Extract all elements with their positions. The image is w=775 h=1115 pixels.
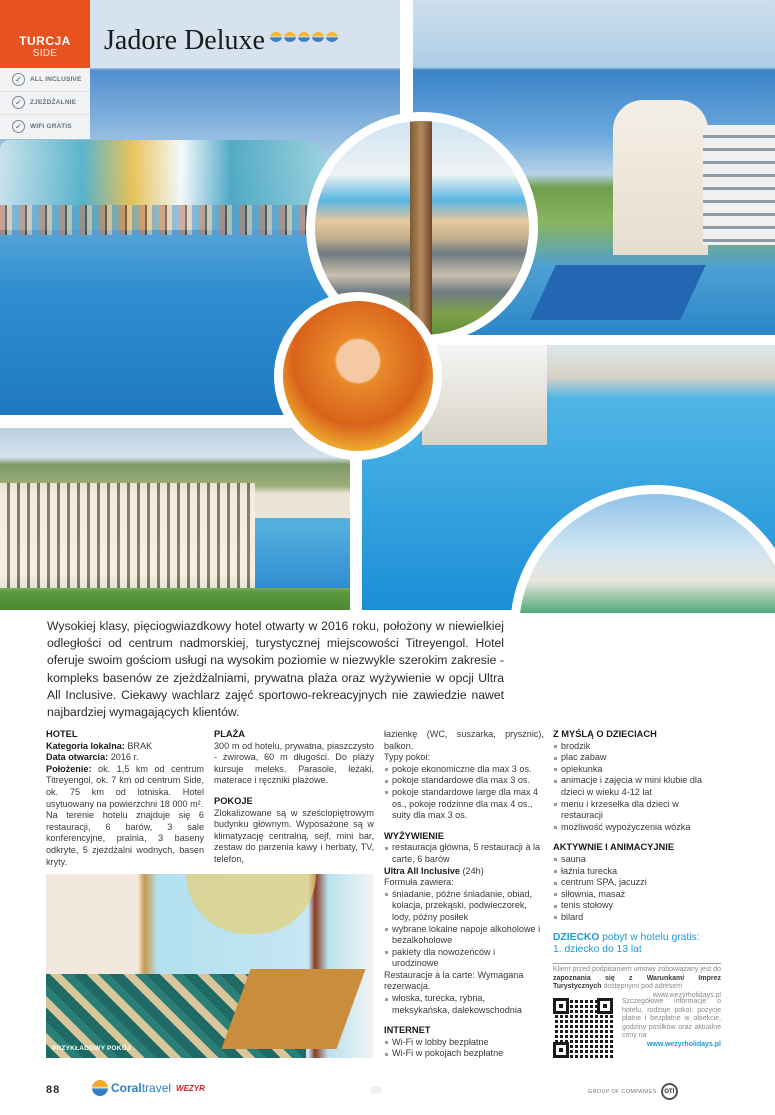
list-item: pokoje standardowe dla max 3 os. (384, 775, 544, 787)
list-item: włoska, turecka, rybna, meksykańska, dalekowschodnia (384, 993, 544, 1016)
feature-all-inclusive: ✓ ALL INCLUSIVE (0, 68, 90, 92)
room-types-label: Typy pokoi: (384, 752, 430, 763)
star-rating (270, 32, 338, 42)
star-icon (312, 32, 324, 42)
list-item: animacje i zajęcia w mini klubie dla dzieci w wieku 4-12 lat (553, 775, 718, 798)
section-title: Z MYŚLĄ O DZIECIACH (553, 729, 657, 739)
rooms-text-cont: łazienkę (WC, suszarka, prysznic), balkon. (384, 729, 544, 751)
list-item: plac zabaw (553, 752, 718, 764)
kids-free-offer: DZIECKO pobyt w hotelu gratis: 1. dziecko do 13 lat (553, 932, 723, 956)
room-types-list (384, 764, 544, 822)
feature-slides: ✓ ZJEŻDŻALNIE (0, 92, 90, 116)
section-title: WYŻYWIENIE (384, 830, 444, 841)
list-item: śniadanie, późne śniadanie, obiad, kolacja, przekąski, podwieczorek, lody, późny posiłek (384, 889, 544, 924)
list-item: Wi-Fi w lobby bezpłatne (384, 1037, 544, 1049)
hotel-title (104, 26, 338, 56)
legal-notice: Klient przed podpisaniem umowy zobowiązany jest do zapoznania się z Warunkami Imprez Turystycznych dostępnymi pod adresem www.wezyrholidays.pl (553, 963, 721, 1000)
qr-finder (553, 1042, 569, 1058)
list-item: bilard (553, 912, 718, 924)
palm-tree (410, 121, 432, 344)
star-icon (270, 32, 282, 42)
alacarte-label: Restauracje à la carte: Wymagana rezerwacja. (384, 969, 524, 992)
coral-sun-icon (92, 1080, 108, 1096)
hotel-pool (530, 265, 706, 320)
pool-cabana (422, 345, 547, 445)
alacarte-list (384, 993, 544, 1016)
check-circle-icon: ✓ (12, 120, 25, 133)
board-section (384, 729, 544, 1060)
list-item: Wi-Fi w pokojach bezpłatne (384, 1048, 544, 1060)
hotel-wing (703, 125, 775, 245)
list-item: sauna (553, 854, 718, 866)
kids-list (553, 741, 718, 834)
list-item: łaźnia turecka (553, 866, 718, 878)
beach-rooms-section (214, 729, 374, 866)
opening-line: Data otwarcia: 2016 r. (46, 752, 139, 763)
qr-code[interactable] (553, 998, 613, 1058)
pool-complex (255, 518, 350, 588)
country-label: TURCJA (19, 34, 71, 48)
coral-travel-logo: Coraltravel WEZYR (92, 1080, 205, 1096)
check-circle-icon: ✓ (12, 96, 25, 109)
list-item: opiekunka (553, 764, 718, 776)
section-title: AKTYWNIE I ANIMACYJNIE (553, 842, 675, 853)
list-item: menu i krzesełka dla dzieci w restauracji (553, 799, 718, 822)
wezyr-logo: WEZYR (176, 1083, 205, 1093)
qr-finder (597, 998, 613, 1014)
room-photo (46, 874, 374, 1058)
qr-finder (553, 998, 569, 1014)
region-badge (0, 0, 90, 68)
star-icon (298, 32, 310, 42)
beach-text: 300 m od hotelu, prywatna, piaszczysto - żwirowa, 60 m długości. Do plaży kursuje meleks. Parasole, leżaki, materace i ręczniki plażowe. (214, 740, 374, 786)
internet-list (384, 1037, 544, 1060)
check-circle-icon: ✓ (12, 73, 25, 86)
room-photo-caption: PRZYKŁADOWY POKÓJ (52, 1045, 131, 1052)
section-title: HOTEL (46, 729, 78, 739)
star-icon (326, 32, 338, 42)
list-item: tenis stołowy (553, 900, 718, 912)
list-item: centrum SPA, jacuzzi (553, 877, 718, 889)
formula-list (384, 889, 544, 970)
category-line: Kategoria lokalna: BRAK (46, 740, 153, 751)
location-line: Położenie: ok. 1,5 km od centrum Titreyengol, ok. 7 km od centrum Side, ok. 75 km od lotniska. Hotel usytuowany na powierzchni 18 000 m². (46, 763, 204, 809)
intro-paragraph: Wysokiej klasy, pięciogwiazdkowy hotel otwarty w 2016 roku, położony w niewielkiej odległości od centrum nadmorskiej, turystycznej miejscowości Titreyengol. Hotel oferuje swoim gościom usługi na wysokim poziomie w niezwykle szerokim zakresie - kompleks basenów ze zjeżdżalniami, prywatna plaża oraz wyżywienie w opcji Ultra All Inclusive. Ciekawy wachlarz zajęć sportowo-rekreacyjnych nie zawiedzie nawet najbardziej wymagających klientów. (47, 619, 504, 720)
feature-wifi: ✓ WIFI GRATIS (0, 115, 90, 139)
list-item: możliwość wypożyczenia wózka (553, 822, 718, 834)
headboard-arch (186, 874, 316, 934)
list-item: siłownia, masaż (553, 889, 718, 901)
hotel-name: Jadore Deluxe (104, 25, 265, 56)
plan-line: Ultra All Inclusive (24h) (384, 865, 484, 876)
list-item: pokoje ekonomiczne dla max 3 os. (384, 764, 544, 776)
list-item: restauracja główna, 5 restauracji à la carte, 6 barów (384, 842, 544, 865)
board-list (384, 842, 544, 865)
section-title: PLAŻA (214, 729, 245, 739)
page-number: 88 (46, 1084, 61, 1096)
formula-label: Formuła zawiera: (384, 877, 454, 888)
list-item: wybrane lokalne napoje alkoholowe i bezalkoholowe (384, 924, 544, 947)
oti-logo-icon: OTI (661, 1083, 678, 1100)
hotel-section (46, 729, 204, 868)
oti-group-logo: GROUP OF COMPANIES OTI (588, 1083, 678, 1100)
list-item: pokoje standardowe large dla max 4 os., pokoje rodzinne dla max 4 os., suity dla max 3 os. (384, 787, 544, 822)
feature-list (0, 68, 90, 139)
kids-free-detail: 1. dziecko do 13 lat (553, 944, 642, 955)
hotel-tower (613, 100, 708, 255)
photo-kid-slide-circle (274, 292, 442, 460)
swimmers (0, 205, 330, 235)
rooms-text: Zlokalizowane są w sześciopiętrowym budynku głównym. Wyposażone są w klimatyzację centralną, sejf, mini bar, zestaw do parzenia kawy i herbaty, TV, telefon, (214, 807, 374, 864)
ghost-page-number: 88 (371, 1085, 382, 1095)
terms-link[interactable]: zapoznania się z Warunkami Imprez Turystycznych (553, 974, 721, 991)
city-label: SIDE (32, 48, 58, 59)
star-icon (284, 32, 296, 42)
hotel-facade (0, 483, 255, 588)
facilities-text: Na terenie hotelu znajduje się 6 restauracji, 6 barów, 3 sale konferencyjne, pralnia, 3 baseny odkryte, 5 zjeżdżalni wodnych, basen kryty. (46, 810, 204, 867)
active-list (553, 854, 718, 924)
list-item: brodzik (553, 741, 718, 753)
section-title: INTERNET (384, 1025, 431, 1036)
section-title: POKOJE (214, 795, 253, 806)
kids-active-section (553, 729, 718, 924)
photo-hotel-aerial (0, 428, 350, 610)
list-item: pakiety dla nowożeńców i urodzinowe (384, 947, 544, 970)
more-info: Szczegółowe informacje o hotelu, rodzaje pokoi, pozycje płatne i bezpłatne w obiekcie, godziny posiłków oraz aktualne ceny na www.wezyrholidays.pl (622, 998, 721, 1048)
website-link[interactable]: www.wezyrholidays.pl (646, 1040, 721, 1048)
legal-url[interactable]: www.wezyrholidays.pl (652, 991, 721, 999)
